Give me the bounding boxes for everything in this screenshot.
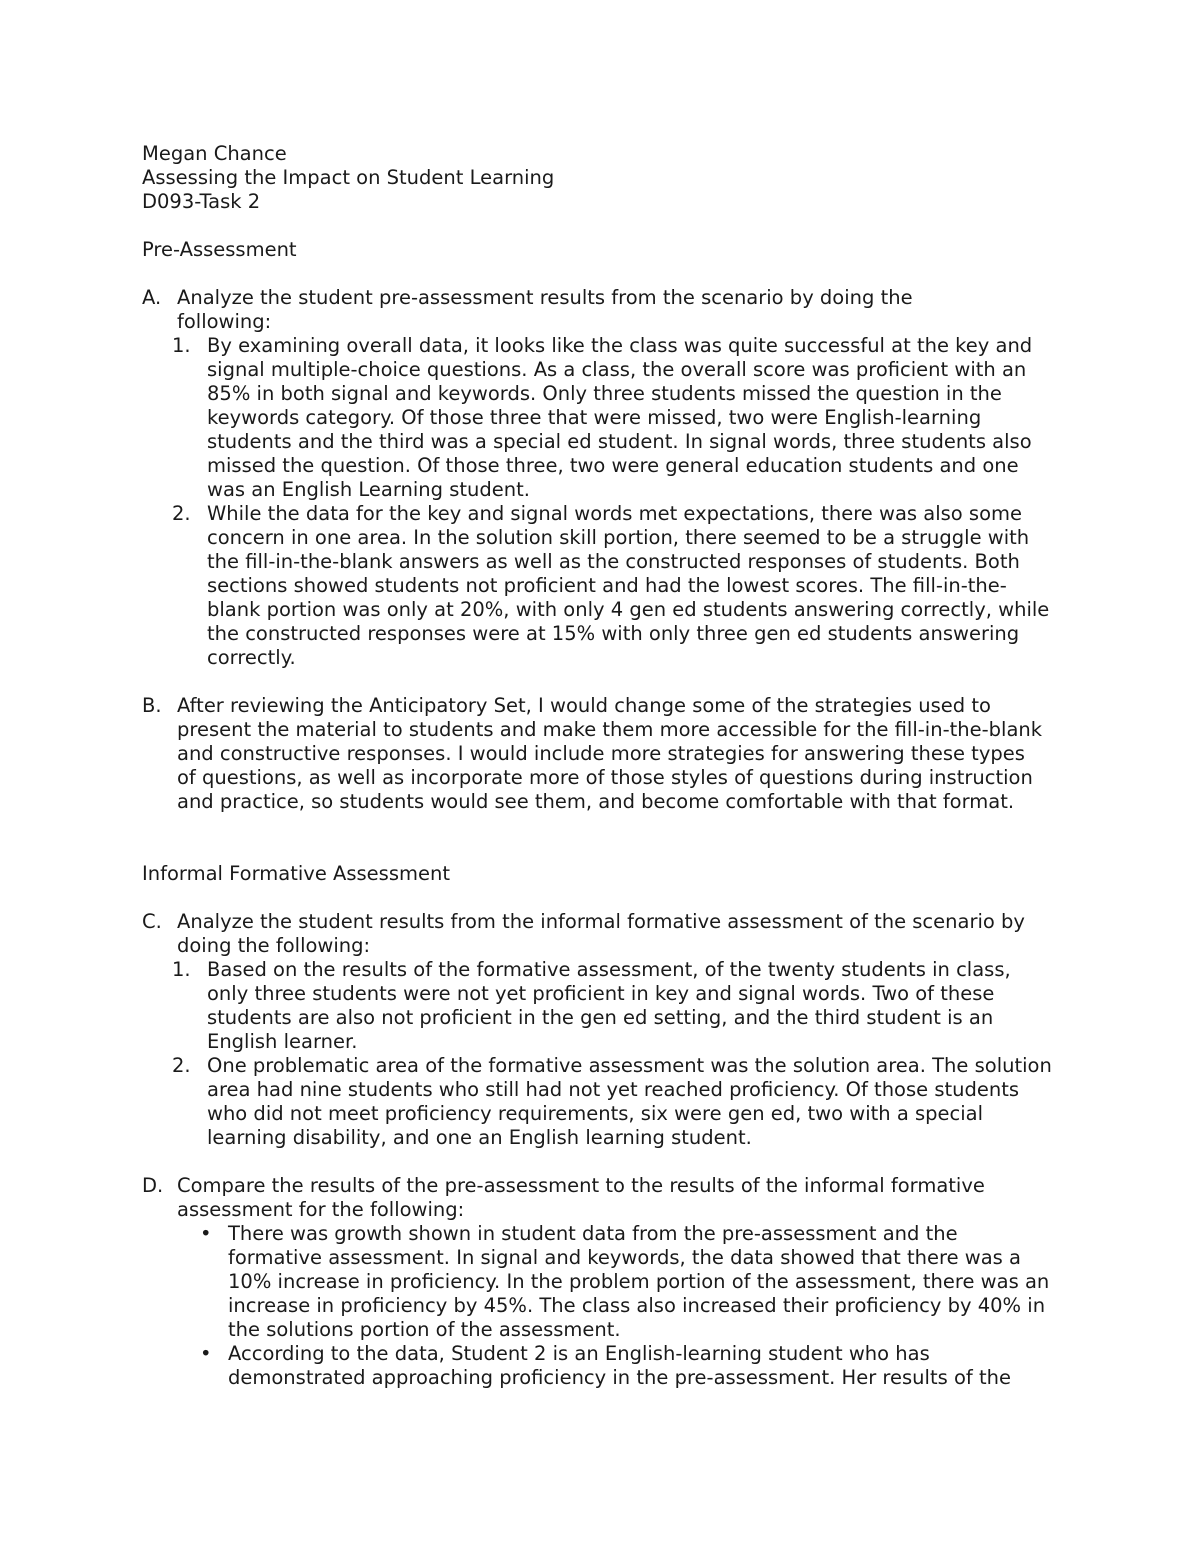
section-heading-informal-formative: Informal Formative Assessment (142, 862, 450, 885)
answer-c1-text: Based on the results of the formative assessment, of the twenty students in class, only three students were not yet proficient in key and signal words. Two of these students are also not proficient in the gen ed setting, and the third student is an English learner. (207, 958, 1011, 1053)
list-marker: 2. (172, 1054, 191, 1077)
list-marker: 1. (172, 334, 191, 357)
question-c-text: Analyze the student results from the informal formative assessment of the scenario by doing the following: (177, 910, 1025, 957)
document-header (142, 142, 1082, 214)
course-code: D093-Task 2 (142, 190, 261, 213)
list-marker: C. (142, 910, 162, 933)
answer-a2-text: While the data for the key and signal words met expectations, there was also some concern in one area. In the solution skill portion, there seemed to be a struggle with the fill-in-the-blank answers as well as the constructed responses of students. Both sections showed students not proficient and had the lowest scores. The fill-in-the-blank portion was only at 20%, with only 4 gen ed students answering correctly, while the constructed responses were at 15% with only three gen ed students answering correctly. (207, 502, 1050, 669)
list-marker: B. (142, 694, 162, 717)
author-name: Megan Chance (142, 142, 287, 165)
answer-a1-text: By examining overall data, it looks like the class was quite successful at the key and signal multiple-choice questions. As a class, the overall score was proficient with an 85% in both signal and keywords. Only three students missed the question in the keywords category. Of those three that were missed, two were English-learning students and the third was a special ed student. In signal words, three students also missed the question. Of those three, two were general education students and one was an English Learning student. (207, 334, 1033, 501)
list-marker: 1. (172, 958, 191, 981)
answer-c2-text: One problematic area of the formative assessment was the solution area. The solution area had nine students who still had not yet reached proficiency. Of those students who did not meet proficiency requirements, six were gen ed, two with a special learning disability, and one an English learning student. (207, 1054, 1052, 1149)
list-marker: 2. (172, 502, 191, 525)
document-title: Assessing the Impact on Student Learning (142, 166, 555, 189)
list-marker: A. (142, 286, 162, 309)
answer-d1-text: There was growth shown in student data from the pre-assessment and the formative assessment. In signal and keywords, the data showed that there was a 10% increase in proficiency. In the problem portion of the assessment, there was an increase in proficiency by 45%. The class also increased their proficiency by 40% in the solutions portion of the assessment. (228, 1222, 1050, 1341)
answer-b-text: After reviewing the Anticipatory Set, I would change some of the strategies used to present the material to students and make them more accessible for the fill-in-the-blank and constructive responses. I would include more strategies for answering these types of questions, as well as incorporate more of those styles of questions during instruction and practice, so students would see them, and become comfortable with that format. (177, 694, 1043, 813)
answer-d2-text: According to the data, Student 2 is an English-learning student who has demonstrated approaching proficiency in the pre-assessment. Her results of the (228, 1342, 1011, 1389)
section-heading-pre-assessment: Pre-Assessment (142, 238, 297, 261)
bullet-marker: • (200, 1222, 212, 1245)
question-a-text: Analyze the student pre-assessment results from the scenario by doing the following: (177, 286, 913, 333)
list-marker: D. (142, 1174, 164, 1197)
question-d-text: Compare the results of the pre-assessment to the results of the informal formative assessment for the following: (177, 1174, 985, 1221)
bullet-marker: • (200, 1342, 212, 1365)
